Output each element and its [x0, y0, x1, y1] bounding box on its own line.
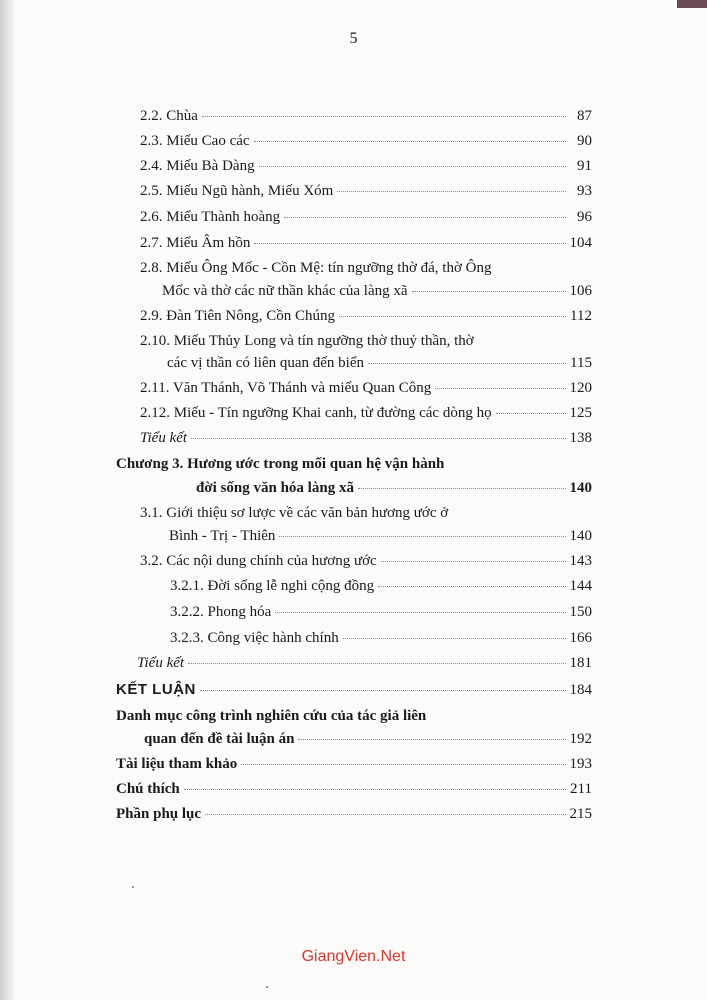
toc-chapter-title-line1: Chương 3. Hương ước trong mối quan hệ vận hành: [116, 456, 445, 472]
toc-entry-page: 144: [569, 578, 592, 594]
toc-entry-page: 192: [569, 731, 592, 747]
scan-speck: [132, 886, 134, 888]
toc-entry-page: 193: [569, 756, 592, 772]
toc-entry: [116, 756, 592, 773]
toc-entry-label: các vị thần có liên quan đến biển: [167, 355, 365, 371]
toc-entry: [140, 553, 592, 570]
toc-entry-label: Tài liệu tham khảo: [116, 756, 238, 772]
toc-entry-page: 140: [569, 480, 592, 496]
toc-entry: [116, 781, 592, 798]
toc-entry-label: 3.2.2. Phong hóa: [170, 604, 272, 620]
toc-entry: [140, 133, 592, 150]
dot-leader: [202, 116, 566, 117]
toc-entry-label: 3.2.1. Đời sống lễ nghi cộng đồng: [170, 578, 375, 594]
toc-entry: [196, 480, 592, 497]
toc-entry-label: quan đến đề tài luận án: [144, 731, 295, 747]
toc-entry-label: 2.2. Chùa: [140, 108, 198, 124]
toc-entry-page: 93: [577, 183, 592, 199]
toc-entry: [144, 731, 592, 748]
toc-entry-label-line1: 2.8. Miếu Ông Mốc - Cồn Mệ: tín ngưỡng thờ đá, thờ Ông: [140, 260, 492, 276]
toc-entry-page: 106: [569, 283, 592, 299]
toc-entry-label: 2.9. Đàn Tiên Nông, Cồn Chúng: [140, 308, 336, 324]
toc-entry: [170, 604, 592, 621]
dot-leader: [358, 488, 566, 489]
toc-entry: [170, 630, 592, 647]
dot-leader: [279, 536, 565, 537]
toc-entry-page: 215: [569, 806, 592, 822]
toc-entry-label: 2.7. Miếu Âm hồn: [140, 235, 251, 251]
toc-entry-label: 2.12. Miếu - Tín ngưỡng Khai canh, từ đường các dòng họ: [140, 405, 492, 421]
dot-leader: [343, 638, 566, 639]
toc-entry-label: 2.4. Miếu Bà Dàng: [140, 158, 255, 174]
dot-leader: [368, 363, 566, 364]
toc-entry-page: 150: [569, 604, 592, 620]
toc-entry-page: 87: [577, 108, 592, 124]
dot-leader: [284, 217, 566, 218]
toc-entry-label: Tiểu kết: [137, 655, 185, 671]
dot-leader: [298, 739, 565, 740]
toc-entry-label-line1: 2.10. Miếu Thủy Long và tín ngưỡng thờ thuỷ thần, thờ: [140, 333, 474, 349]
toc-entry: [140, 209, 592, 226]
dot-leader: [205, 814, 565, 815]
dot-leader: [191, 438, 565, 439]
dot-leader: [381, 561, 566, 562]
toc-entry: [167, 355, 592, 372]
toc-entry: [140, 308, 592, 325]
toc-entry-label: Tiểu kết: [140, 430, 188, 446]
toc-entry: [140, 430, 592, 447]
toc-entry-label: Mốc và thờ các nữ thần khác của làng xã: [162, 283, 408, 299]
dot-leader: [412, 291, 566, 292]
toc-entry-page: 104: [569, 235, 592, 251]
toc-entry-label: Bình - Trị - Thiên: [169, 528, 276, 544]
toc-entry-label: 3.2. Các nội dung chính của hương ước: [140, 553, 377, 569]
toc-entry-page: 166: [569, 630, 592, 646]
toc-entry-page: 90: [577, 133, 592, 149]
toc-entry-label: 2.5. Miếu Ngũ hành, Miếu Xóm: [140, 183, 334, 199]
toc-entry-label: KẾT LUẬN: [116, 681, 196, 698]
dot-leader: [188, 663, 565, 664]
dot-leader: [337, 191, 566, 192]
toc-entry-label: Phần phụ lục: [116, 806, 202, 822]
toc-entry: [140, 235, 592, 252]
page-number: 5: [349, 30, 358, 47]
dot-leader: [184, 789, 566, 790]
toc-entry-label-line1: 3.1. Giới thiệu sơ lược về các văn bản hương ước ở: [140, 505, 449, 521]
dot-leader: [254, 141, 566, 142]
dot-leader: [339, 316, 566, 317]
toc-entry-page: 125: [569, 405, 592, 421]
scan-speck: [266, 986, 268, 988]
toc-entry: [162, 283, 592, 300]
toc-entry-label: 3.2.3. Công việc hành chính: [170, 630, 339, 646]
dot-leader: [378, 586, 565, 587]
dot-leader: [200, 690, 566, 691]
toc-entry-page: 96: [577, 209, 592, 225]
toc-entry-page: 138: [569, 430, 592, 446]
toc-entry-page: 184: [569, 682, 592, 698]
toc-entry: [169, 528, 592, 545]
toc-entry-label-line1: Danh mục công trình nghiên cứu của tác giả liên: [116, 708, 427, 724]
dot-leader: [254, 243, 565, 244]
dot-leader: [496, 413, 566, 414]
watermark: GiangVien.Net: [301, 948, 406, 965]
toc-entry: [170, 578, 592, 595]
toc-entry-label: 2.6. Miếu Thành hoàng: [140, 209, 281, 225]
toc-entry: [116, 681, 592, 699]
dot-leader: [435, 388, 565, 389]
toc-entry: [140, 183, 592, 200]
toc-entry-label: Chú thích: [116, 781, 180, 797]
toc-entry-page: 112: [570, 308, 592, 324]
toc-entry-page: 143: [569, 553, 592, 569]
toc-entry: [137, 655, 592, 672]
toc-entry-page: 115: [570, 355, 592, 371]
toc-entry: [140, 405, 592, 422]
toc-entry: [140, 380, 592, 397]
toc-entry-page: 181: [569, 655, 592, 671]
toc-entry: [116, 806, 592, 823]
toc-entry: [140, 108, 592, 125]
toc-entry-label: 2.11. Văn Thánh, Võ Thánh và miếu Quan Công: [140, 380, 432, 396]
dot-leader: [275, 612, 565, 613]
toc-entry: [140, 158, 592, 175]
toc-entry-page: 91: [577, 158, 592, 174]
toc-entry-label: 2.3. Miếu Cao các: [140, 133, 250, 149]
toc-entry-page: 140: [569, 528, 592, 544]
toc-entry-page: 120: [569, 380, 592, 396]
dot-leader: [241, 764, 565, 765]
toc-entry-label: đời sống văn hóa làng xã: [196, 480, 354, 496]
toc-entry-page: 211: [570, 781, 592, 797]
dot-leader: [259, 166, 566, 167]
